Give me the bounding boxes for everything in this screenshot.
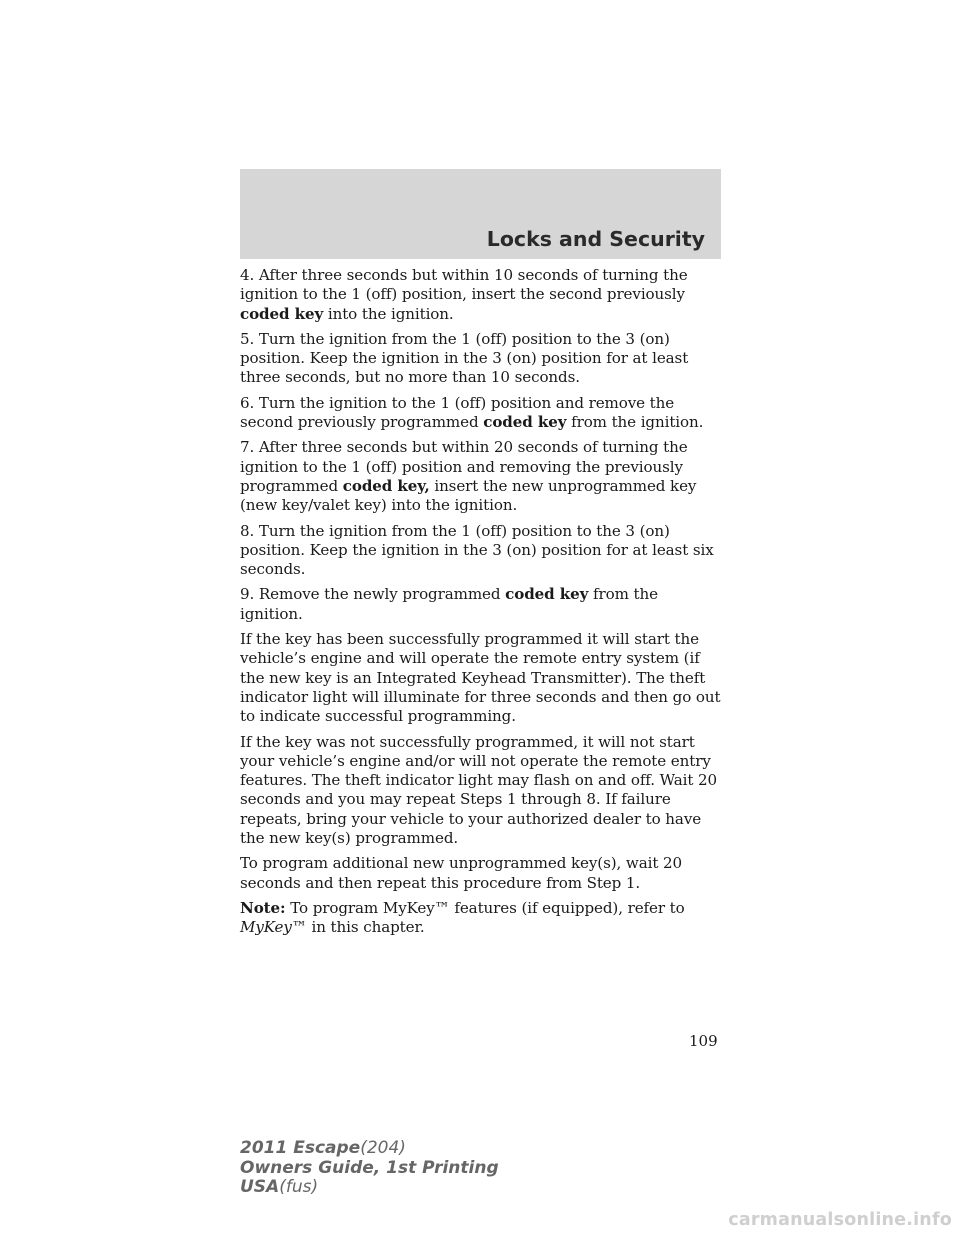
paragraph bbox=[240, 266, 721, 324]
bold-text: Note: bbox=[240, 898, 286, 917]
text-run: 8. Turn the ignition from the 1 (off) position to the 3 (on) position. Keep the ignition in the 3 (on) position for at least six seconds. bbox=[240, 521, 714, 579]
footer-market-code: (fus) bbox=[279, 1177, 319, 1197]
footer-edition: Owners Guide, 1st Printing bbox=[240, 1157, 499, 1178]
text-run: 5. Turn the ignition from the 1 (off) position to the 3 (on) position. Keep the ignition in the 3 (on) position for at least three seconds, but no more than 10 seconds. bbox=[240, 329, 689, 387]
bold-text: coded key bbox=[483, 413, 567, 432]
text-run: 4. After three seconds but within 10 seconds of turning the ignition to the 1 (off) position, insert the second previously bbox=[240, 266, 688, 304]
paragraph bbox=[240, 330, 721, 388]
bold-text: coded key, bbox=[342, 476, 430, 495]
paragraph bbox=[240, 854, 721, 893]
text-run: To program MyKey™ features (if equipped), refer to bbox=[285, 898, 685, 917]
text-run: If the key was not successfully programmed, it will not start your vehicle’s engine and/or will not operate the remote entry features. The theft indicator light may flash on and off. Wait 20 seconds and you may repeat Steps 1 through 8. If failure repeats, bring your vehicle to your authorized dealer to have the new key(s) programmed. bbox=[240, 732, 718, 848]
text-run: 9. Remove the newly programmed bbox=[240, 585, 506, 604]
page-content bbox=[240, 266, 721, 944]
italic-reference: MyKey™ bbox=[240, 918, 307, 937]
text-run: 6. Turn the ignition to the 1 (off) position and remove the second previously programmed bbox=[240, 393, 675, 432]
paragraph bbox=[240, 899, 721, 938]
paragraph bbox=[240, 630, 721, 726]
section-title: Locks and Security bbox=[486, 227, 705, 251]
text-run: from the ignition. bbox=[566, 413, 704, 432]
paragraph bbox=[240, 522, 721, 580]
section-header-band bbox=[240, 169, 721, 259]
paragraph bbox=[240, 438, 721, 515]
site-watermark: carmanualsonline.info bbox=[728, 1210, 952, 1230]
footer-line-1 bbox=[240, 1139, 499, 1159]
bold-text: coded key bbox=[240, 304, 324, 323]
footer-line-2 bbox=[240, 1159, 499, 1179]
text-run: If the key has been successfully programmed it will start the vehicle’s engine and will operate the remote entry system (if the new key is an Integrated Keyhead Transmitter). The theft indicator light will illuminate for three seconds and then go out to indicate successful programming. bbox=[240, 630, 721, 726]
text-run: 7. After three seconds but within 20 seconds of turning the ignition to the 1 (off) position and removing the previously programmed bbox=[240, 438, 688, 495]
text-run: in this chapter. bbox=[306, 918, 425, 937]
text-run: into the ignition. bbox=[323, 304, 454, 323]
print-footer bbox=[240, 1139, 499, 1198]
page-number: 109 bbox=[689, 1032, 718, 1050]
footer-line-3 bbox=[240, 1178, 499, 1198]
paragraph bbox=[240, 394, 721, 433]
text-run: To program additional new unprogrammed key(s), wait 20 seconds and then repeat this procedure from Step 1. bbox=[240, 854, 683, 892]
footer-model: 2011 Escape bbox=[240, 1138, 361, 1158]
text-run: insert the new unprogrammed key (new key/valet key) into the ignition. bbox=[240, 476, 697, 515]
footer-model-code: (204) bbox=[360, 1138, 406, 1158]
paragraph bbox=[240, 733, 721, 849]
text-run: from the ignition. bbox=[240, 585, 658, 623]
bold-text: coded key bbox=[505, 585, 589, 604]
paragraph bbox=[240, 585, 721, 624]
footer-market: USA bbox=[240, 1177, 280, 1197]
